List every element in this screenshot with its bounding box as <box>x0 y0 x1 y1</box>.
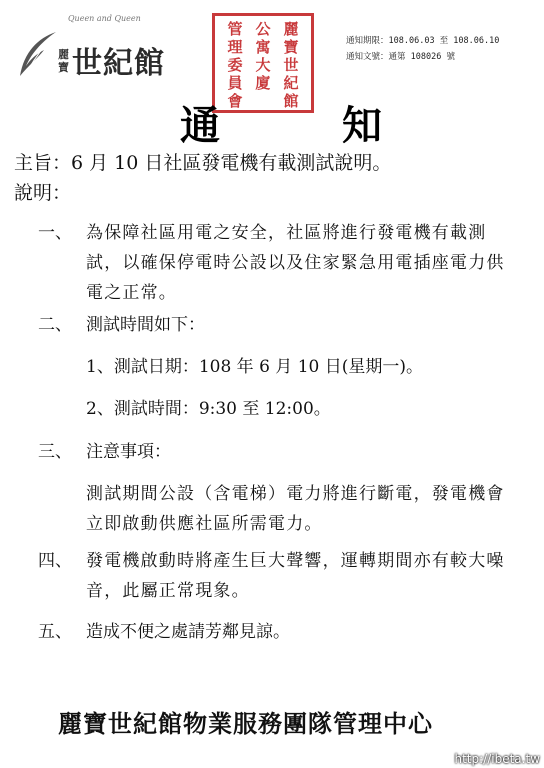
seal-char: 麗 <box>283 20 299 38</box>
item-1-number: 一、 <box>38 223 72 243</box>
item-4-number: 四、 <box>38 551 72 571</box>
subject-line: 主旨：6 月 10 日社區發電機有載測試說明。 <box>14 152 392 174</box>
item-1-text <box>86 218 526 308</box>
watermark: http://ibeta.tw <box>454 752 540 766</box>
item-1-line-1: 為保障社區用電之安全，社區將進行發電機有載測 <box>86 223 487 243</box>
item-4-line-2: 音，此屬正常現象。 <box>86 581 250 601</box>
item-5-text: 造成不便之處請芳鄰見諒。 <box>86 622 290 642</box>
item-4-line-1: 發電機啟動時將產生巨大聲響，運轉期間亦有較大噪 <box>86 551 505 571</box>
item-3-line-2: 立即啟動供應社區所需電力。 <box>86 514 323 534</box>
item-2-text: 測試時間如下： <box>86 315 205 335</box>
item-2-number: 二、 <box>38 315 72 335</box>
seal-char: 委 <box>227 56 243 74</box>
test-time: 2、測試時間：9:30 至 12:00。 <box>86 399 331 419</box>
building-logo <box>8 10 165 88</box>
logo-title: 世紀館 <box>72 46 165 81</box>
notice-period: 通知期限：108.06.03 至 108.06.10 <box>346 36 500 46</box>
seal-char: 世 <box>283 56 299 74</box>
seal-char: 寓 <box>255 38 271 56</box>
seal-char: 會 <box>227 92 243 110</box>
seal-char: 大 <box>255 56 271 74</box>
seal-char: 館 <box>283 92 299 110</box>
seal-char: 管 <box>227 20 243 38</box>
footer-signature: 麗寶世紀館物業服務團隊管理中心 <box>58 709 433 738</box>
title-char-2: 知 <box>342 102 382 149</box>
explanation-label: 說明： <box>14 182 72 204</box>
logo-script-text: Queen and Queen <box>68 14 141 23</box>
item-3-text: 注意事項： <box>86 442 171 462</box>
title-char-1: 通 <box>180 102 220 149</box>
committee-seal <box>212 13 314 113</box>
item-1-line-2: 試，以確保停電時公設以及住家緊急用電插座電力供 <box>86 253 505 273</box>
item-1-line-3: 電之正常。 <box>86 283 177 303</box>
seal-char: 紀 <box>283 74 299 92</box>
notice-meta <box>346 33 499 65</box>
test-date: 1、測試日期：108 年 6 月 10 日(星期一)。 <box>86 357 423 377</box>
seal-characters <box>221 20 305 110</box>
seal-char <box>249 92 277 110</box>
feather-icon <box>16 30 60 80</box>
seal-char: 寶 <box>283 38 299 56</box>
item-5-number: 五、 <box>38 622 72 642</box>
seal-char: 公 <box>255 20 271 38</box>
item-4-text <box>86 546 526 606</box>
seal-char: 員 <box>227 74 243 92</box>
logo-small-text: 麗寶 <box>58 48 69 74</box>
seal-char: 理 <box>227 38 243 56</box>
seal-char: 廈 <box>255 74 271 92</box>
item-3-detail <box>86 479 526 539</box>
notice-doc-number: 通知文號：通第 108026 號 <box>346 52 455 62</box>
item-3-number: 三、 <box>38 442 72 462</box>
item-3-line-1: 測試期間公設（含電梯）電力將進行斷電，發電機會 <box>86 484 505 504</box>
